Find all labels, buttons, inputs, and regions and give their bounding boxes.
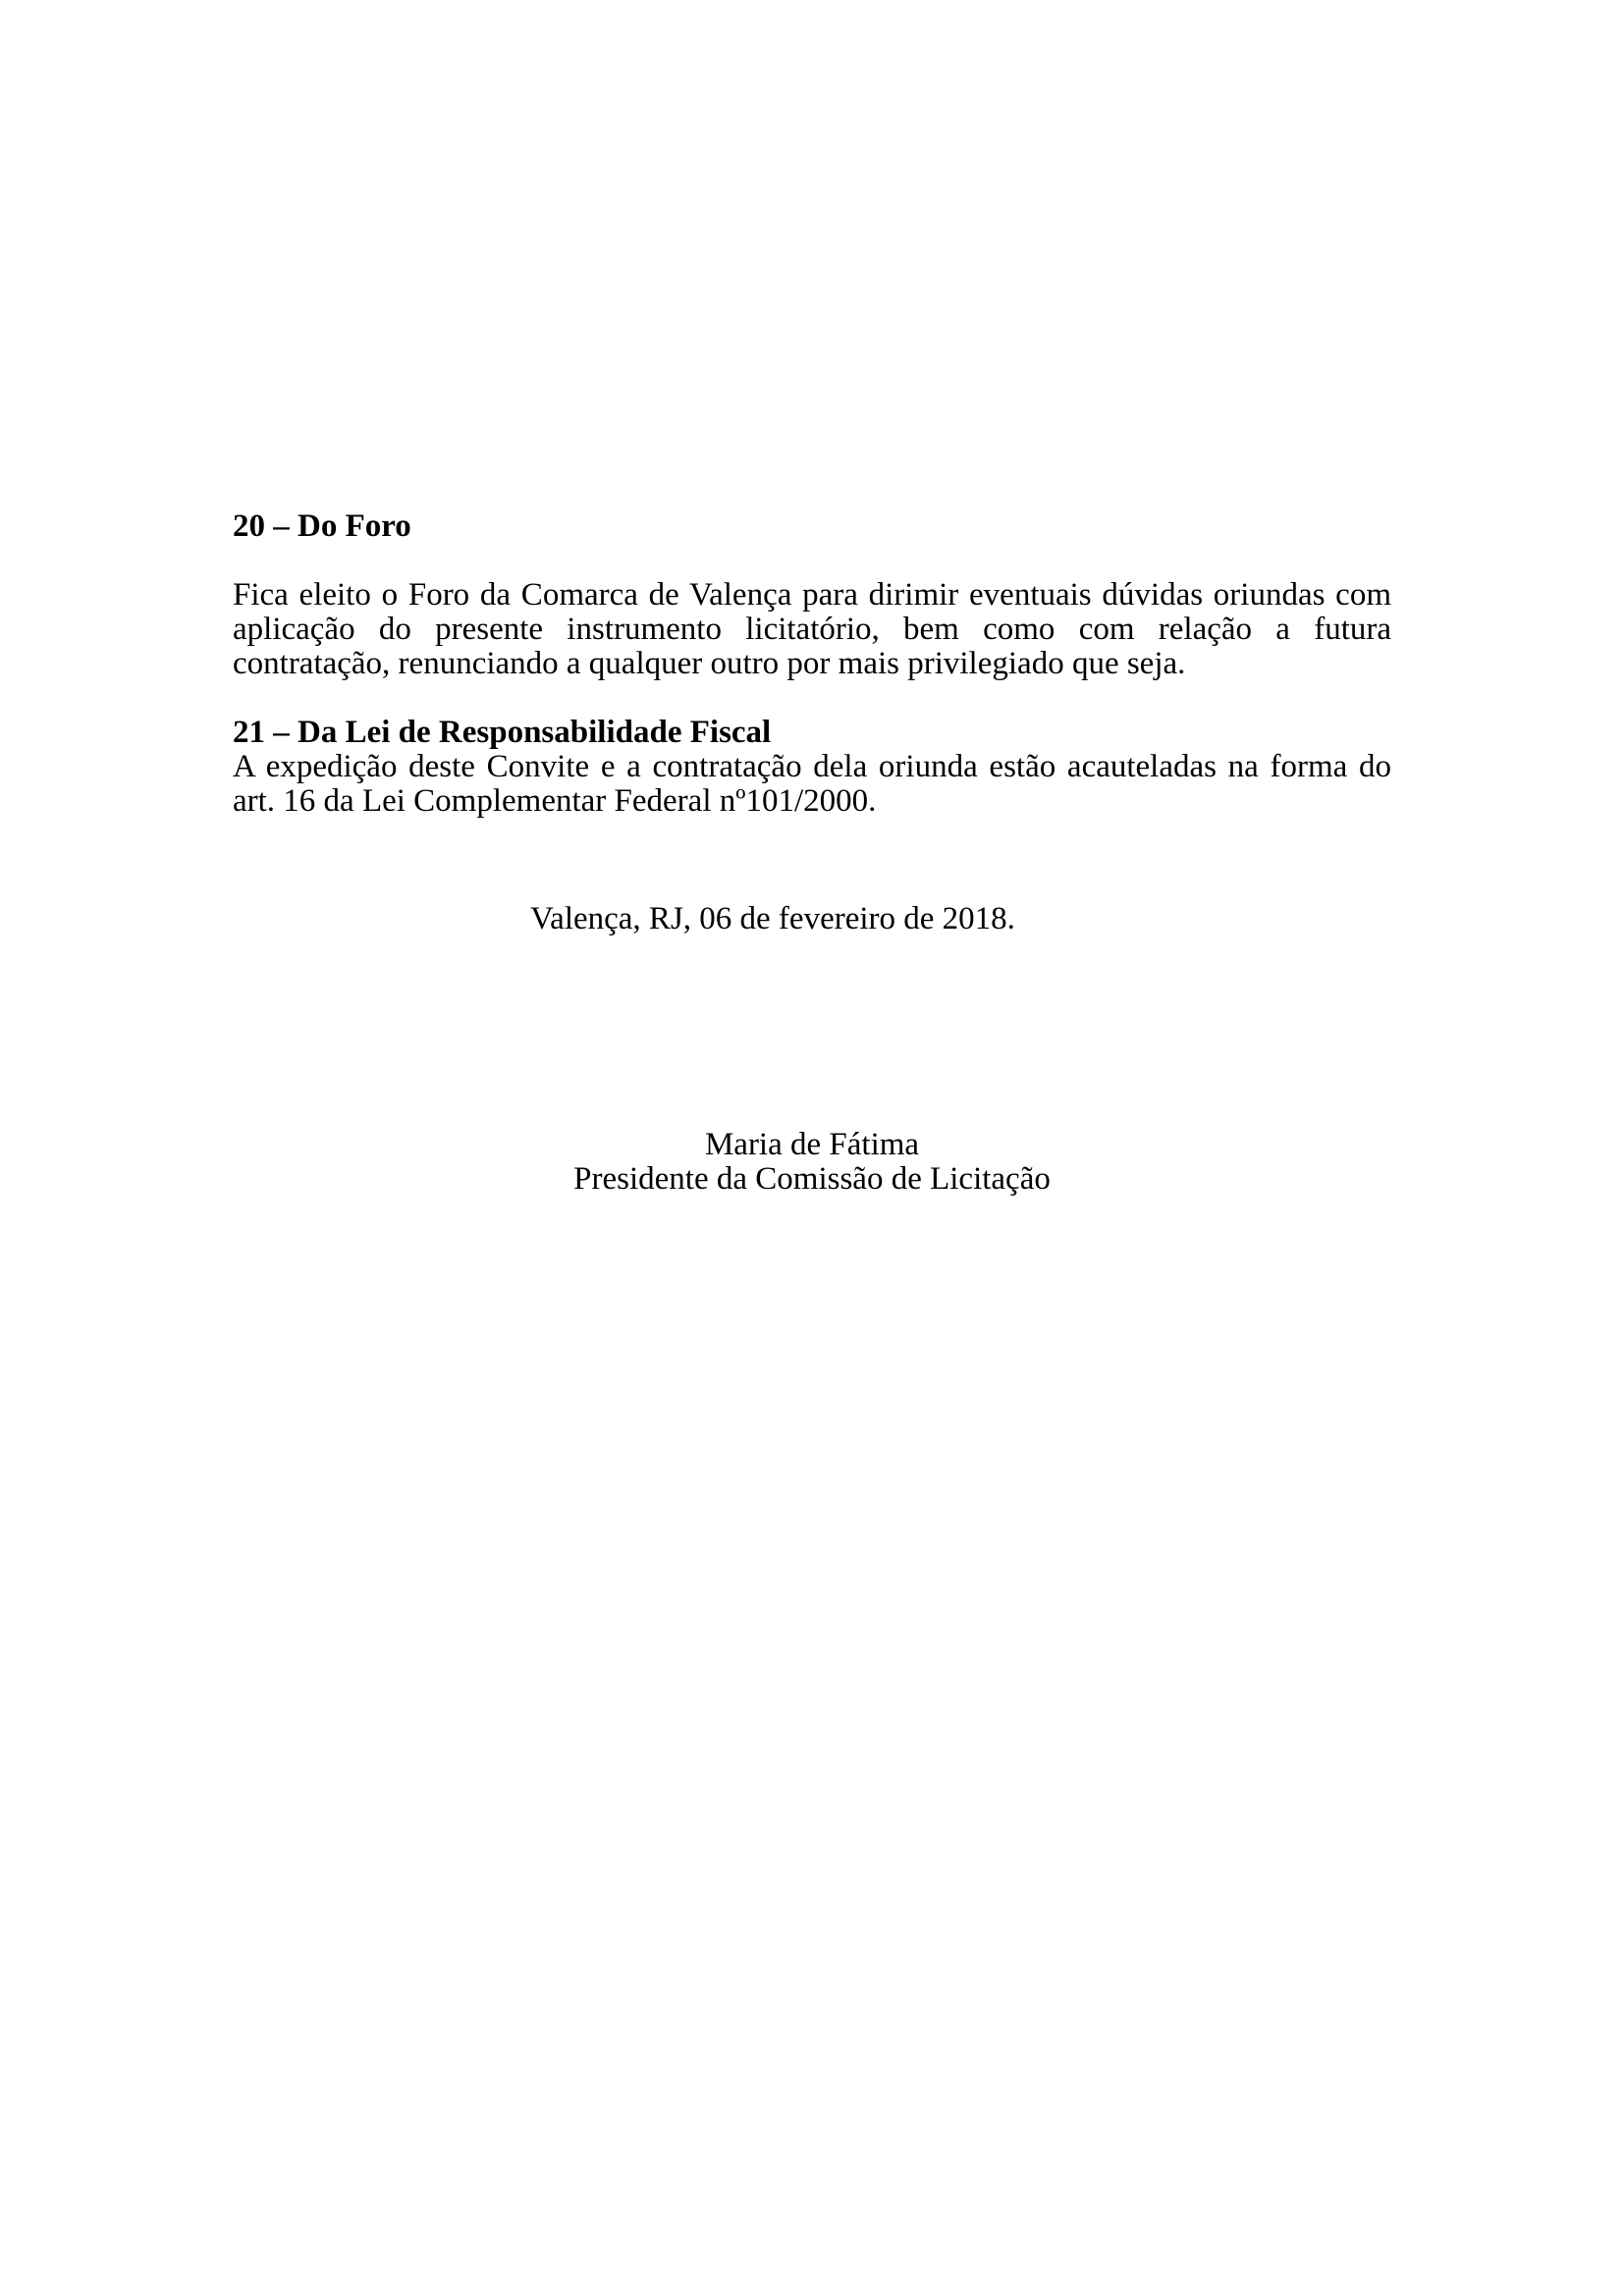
signature-name: Maria de Fátima (704, 1127, 920, 1162)
signature-title: Presidente da Comissão de Licitação (573, 1161, 1051, 1197)
section-21-paragraph: A expedição deste Convite e a contratação dela oriunda estão acauteladas na forma do art. 16 da Lei Complementar Federal nº101/2000. (233, 749, 1391, 819)
section-20-paragraph: Fica eleito o Foro da Comarca de Valença para dirimir eventuais dúvidas oriundas com aplicação do presente instrumento licitatório, bem como com relação a futura contratação, renunciando a qualquer outro por mais privilegiado que seja. (233, 577, 1391, 681)
document-content (233, 509, 1391, 1197)
section-21-heading: 21 – Da Lei de Responsabilidade Fiscal (233, 715, 772, 750)
section-20-do-foro (233, 509, 1391, 681)
section-21-lei-responsabilidade-fiscal (233, 716, 1391, 819)
signature-block (233, 1128, 1391, 1197)
section-20-heading: 20 – Do Foro (233, 508, 411, 544)
date-line: Valença, RJ, 06 de fevereiro de 2018. (530, 901, 1015, 936)
